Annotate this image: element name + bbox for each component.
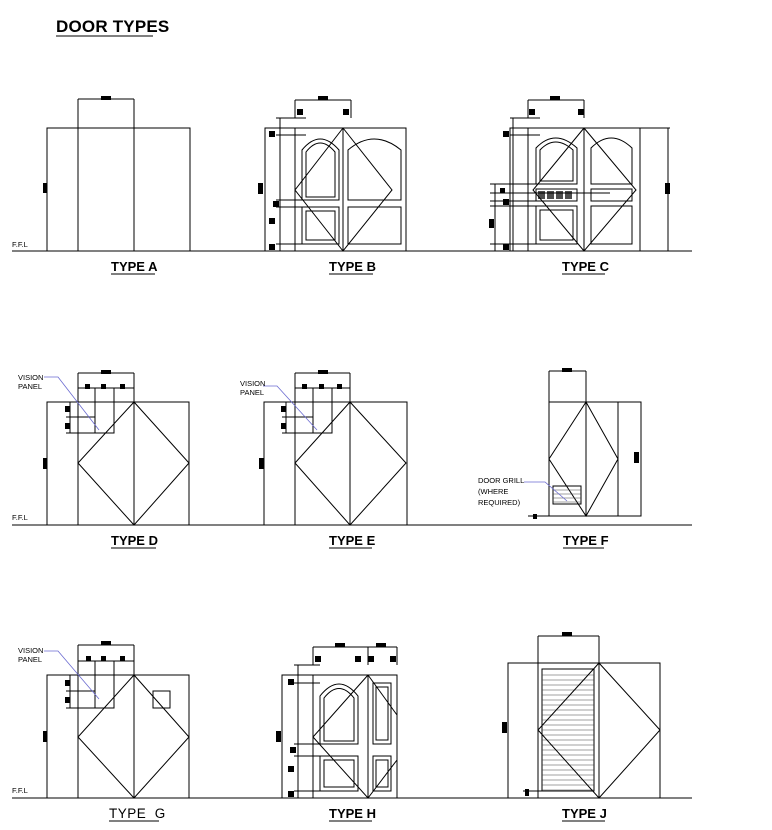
door-type-b bbox=[258, 96, 406, 274]
door-type-d bbox=[18, 370, 189, 548]
door-type-e-note-line2: PANEL bbox=[240, 388, 265, 397]
door-type-d-note-line1: VISION bbox=[18, 373, 44, 382]
ffl-label-row3: F.F.L bbox=[12, 786, 28, 795]
door-type-e-label: TYPE E bbox=[329, 533, 376, 548]
door-type-e bbox=[240, 370, 407, 548]
door-type-c bbox=[489, 96, 670, 274]
door-type-j-label: TYPE J bbox=[562, 806, 607, 821]
ffl-label-row2: F.F.L bbox=[12, 513, 28, 522]
door-type-h-label: TYPE H bbox=[329, 806, 376, 821]
door-type-f bbox=[478, 368, 641, 548]
door-type-g bbox=[18, 641, 189, 821]
door-type-h bbox=[276, 643, 397, 821]
door-type-f-note-line2: (WHERE bbox=[478, 487, 509, 496]
door-type-g-note-line1: VISION bbox=[18, 646, 44, 655]
door-type-j-louvres bbox=[542, 675, 594, 790]
door-type-a bbox=[43, 96, 190, 274]
door-type-b-label: TYPE B bbox=[329, 259, 376, 274]
door-type-j bbox=[502, 632, 660, 821]
door-type-g-label: TYPE G bbox=[109, 806, 166, 821]
door-type-f-note-line1: DOOR GRILL bbox=[478, 476, 525, 485]
door-type-f-label: TYPE F bbox=[563, 533, 609, 548]
door-type-g-note-line2: PANEL bbox=[18, 655, 43, 664]
door-type-e-note-line1: VISION bbox=[240, 379, 266, 388]
door-type-c-label: TYPE C bbox=[562, 259, 609, 274]
sheet-title-text: DOOR TYPES bbox=[56, 17, 170, 36]
door-type-f-note-line3: REQUIRED) bbox=[478, 498, 521, 507]
sheet-title bbox=[56, 17, 169, 36]
door-type-d-label: TYPE D bbox=[111, 533, 158, 548]
door-type-d-note-line2: PANEL bbox=[18, 382, 43, 391]
door-type-a-label: TYPE A bbox=[111, 259, 158, 274]
ffl-label-row1: F.F.L bbox=[12, 240, 28, 249]
